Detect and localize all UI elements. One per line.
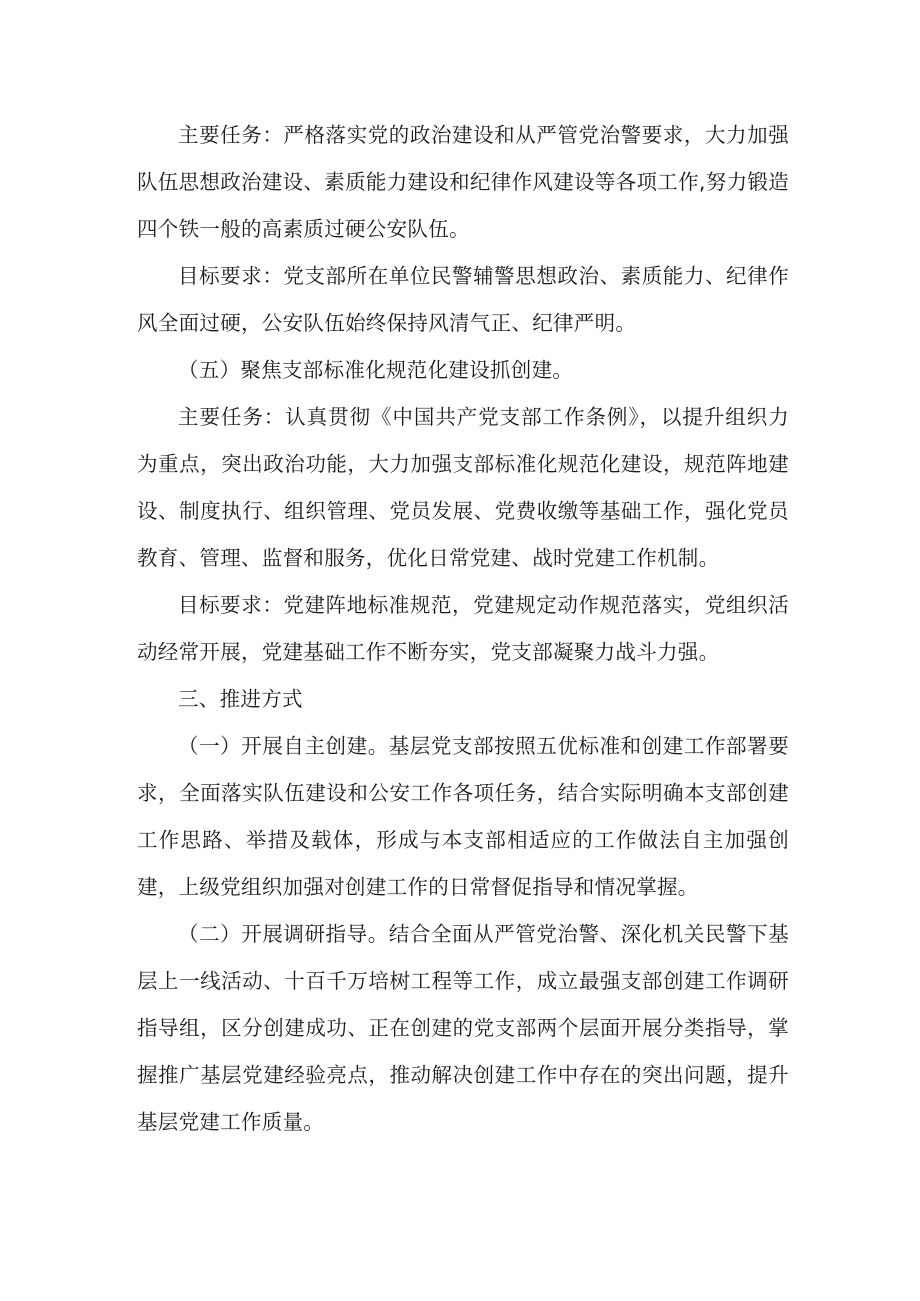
paragraph-self-creation: （一）开展自主创建。基层党支部按照五优标准和创建工作部署要求，全面落实队伍建设和公安工作各项任务，结合实际明确本支部创建工作思路、举措及载体，形成与本支部相适应的工作做法自主加强创建，上级党组织加强对创建工作的日常督促指导和情况掌握。	[137, 734, 789, 899]
document-body	[137, 112, 789, 1146]
paragraph-main-task-team: 主要任务：严格落实党的政治建设和从严管党治警要求，大力加强队伍思想政治建设、素质能力建设和纪律作风建设等各项工作,努力锻造四个铁一般的高素质过硬公安队伍。	[137, 123, 789, 241]
paragraph-goal-team: 目标要求：党支部所在单位民警辅警思想政治、素质能力、纪律作风全面过硬，公安队伍始终保持风清气正、纪律严明。	[137, 264, 789, 335]
paragraph-research-guidance: （二）开展调研指导。结合全面从严管党治警、深化机关民警下基层上一线活动、十百千万培树工程等工作，成立最强支部创建工作调研指导组，区分创建成功、正在创建的党支部两个层面开展分类指导，掌握推广基层党建经验亮点，推动解决创建工作中存在的突出问题，提升基层党建工作质量。	[137, 922, 789, 1134]
section-heading-five: （五）聚焦支部标准化规范化建设抓创建。	[178, 358, 574, 382]
section-heading-three: 三、推进方式	[178, 687, 303, 711]
paragraph-main-task-branch: 主要任务：认真贯彻《中国共产党支部工作条例》，以提升组织力为重点，突出政治功能，大力加强支部标准化规范化建设，规范阵地建设、制度执行、组织管理、党员发展、党费收缴等基础工作，强化党员教育、管理、监督和服务，优化日常党建、战时党建工作机制。	[137, 405, 789, 570]
paragraph-goal-branch: 目标要求：党建阵地标准规范，党建规定动作规范落实，党组织活动经常开展，党建基础工作不断夯实，党支部凝聚力战斗力强。	[137, 593, 789, 664]
